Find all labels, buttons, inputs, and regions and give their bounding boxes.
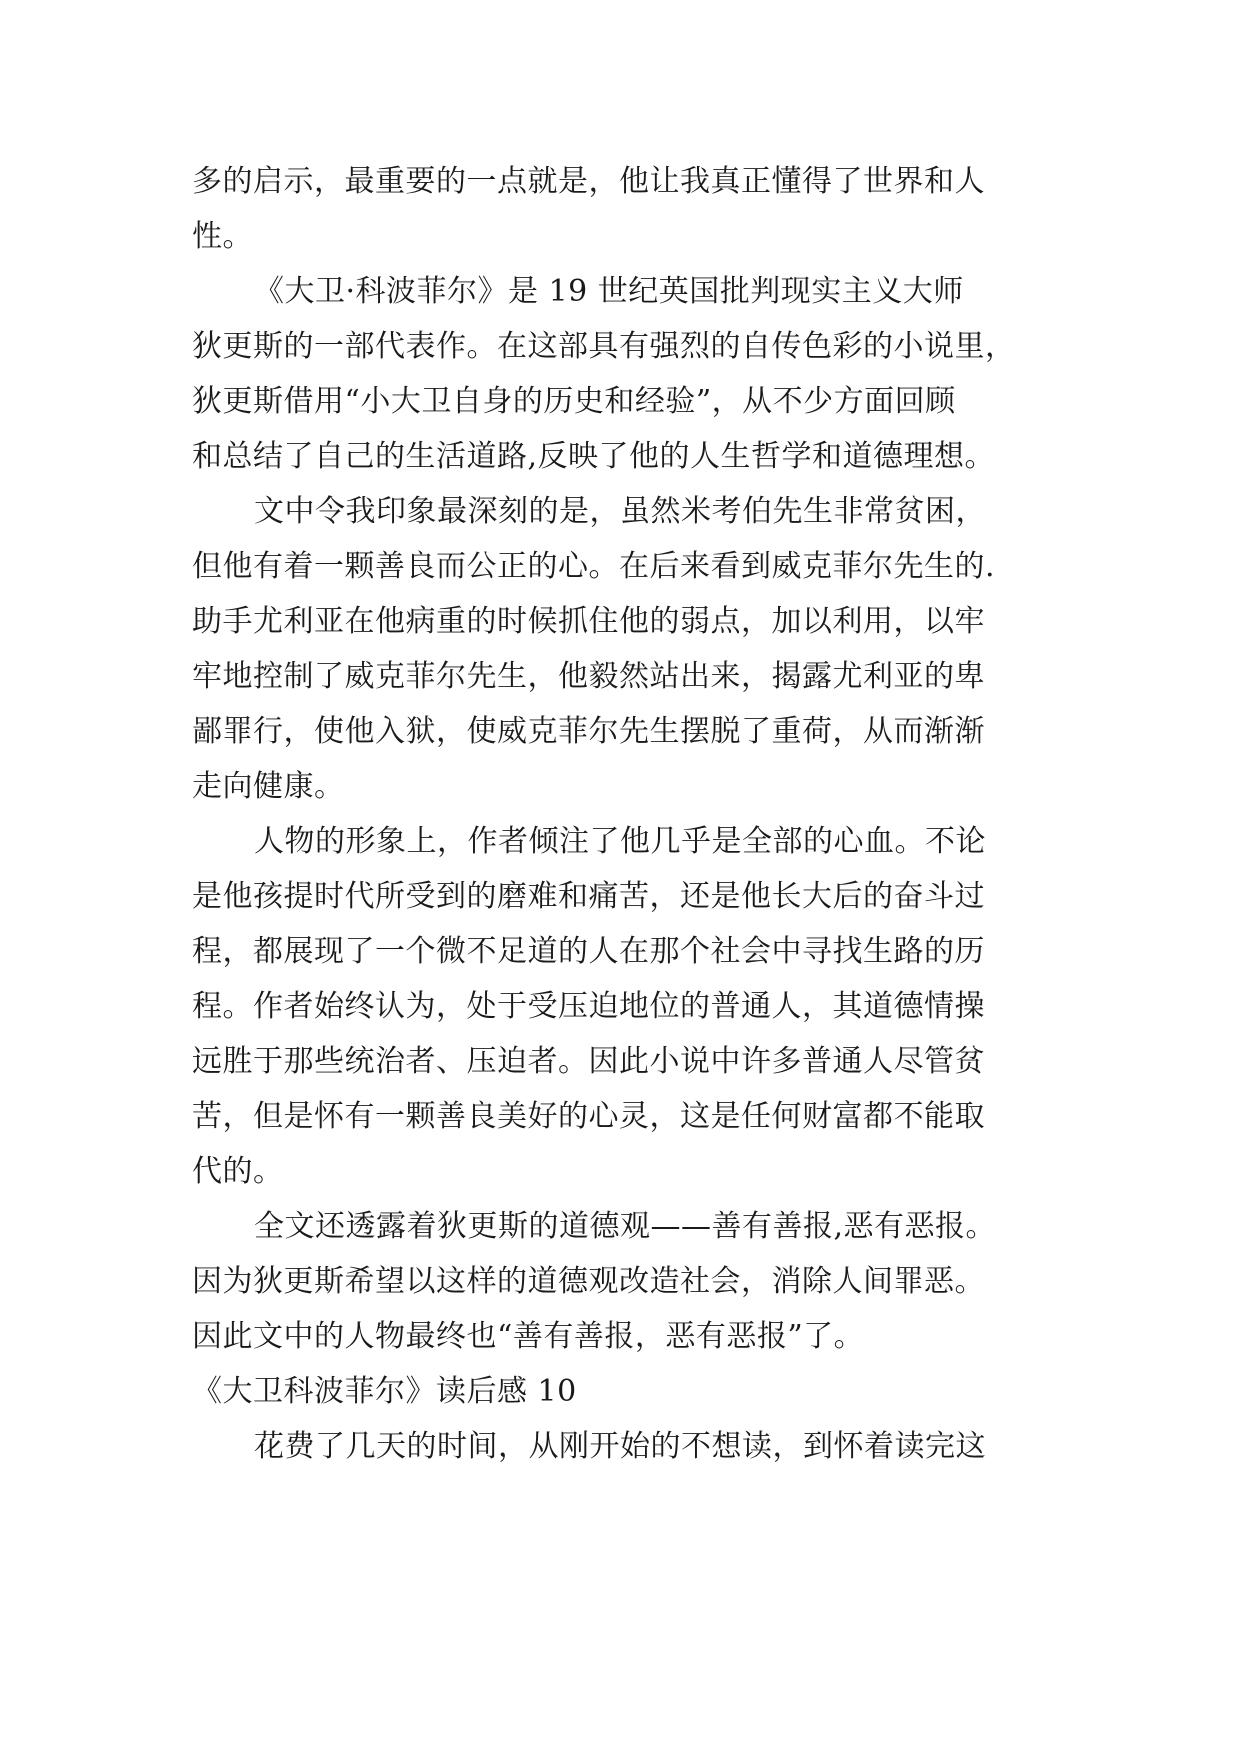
- paragraph-start: 人物的形象上，作者倾注了他几乎是全部的心血。不论: [254, 824, 986, 859]
- text-line: 因此文中的人物最终也“善有善报，恶有恶报”了。: [192, 1319, 865, 1354]
- body-text: [192, 154, 1062, 1474]
- text-line: 程。作者始终认为，处于受压迫地位的普通人，其道德情操: [192, 989, 985, 1024]
- text-line: 苦，但是怀有一颗善良美好的心灵，这是任何财富都不能取: [192, 1099, 985, 1134]
- text-line: 程，都展现了一个微不足道的人在那个社会中寻找生路的历: [192, 934, 985, 969]
- text-line: 代的。: [192, 1154, 284, 1189]
- paragraph-start: 全文还透露着狄更斯的道德观——善有善报,恶有恶报。: [254, 1209, 997, 1244]
- text-line: 狄更斯借用“小大卫自身的历史和经验”，从不少方面回顾: [192, 384, 956, 419]
- text-line: 牢地控制了威克菲尔先生，他毅然站出来，揭露尤利亚的卑: [192, 659, 985, 694]
- section-heading: 《大卫科波菲尔》读后感 10: [192, 1374, 577, 1409]
- text-line: 助手尤利亚在他病重的时候抓住他的弱点，加以利用，以牢: [192, 604, 985, 639]
- text-line: 狄更斯的一部代表作。在这部具有强烈的自传色彩的小说里，: [192, 329, 1016, 364]
- text-line: 远胜于那些统治者、压迫者。因此小说中许多普通人尽管贫: [192, 1044, 985, 1079]
- text-line: 和总结了自己的生活道路,反映了他的人生哲学和道德理想。: [192, 439, 996, 474]
- text-line: 但他有着一颗善良而公正的心。在后来看到威克菲尔先生的.: [192, 549, 996, 584]
- text-line: 多的启示，最重要的一点就是，他让我真正懂得了世界和人: [192, 164, 985, 199]
- paragraph-start: 文中令我印象最深刻的是，虽然米考伯先生非常贫困，: [254, 494, 986, 529]
- text-line: 性。: [192, 219, 253, 254]
- text-line: 因为狄更斯希望以这样的道德观改造社会，消除人间罪恶。: [192, 1264, 985, 1299]
- text-line: 鄙罪行，使他入狱，使威克菲尔先生摆脱了重荷，从而渐渐: [192, 714, 985, 749]
- paragraph-start: 花费了几天的时间，从刚开始的不想读，到怀着读完这: [254, 1429, 986, 1464]
- text-line: 是他孩提时代所受到的磨难和痛苦，还是他长大后的奋斗过: [192, 879, 985, 914]
- paragraph-start: 《大卫·科波菲尔》是 19 世纪英国批判现实主义大师: [254, 274, 964, 309]
- text-line: 走向健康。: [192, 769, 345, 804]
